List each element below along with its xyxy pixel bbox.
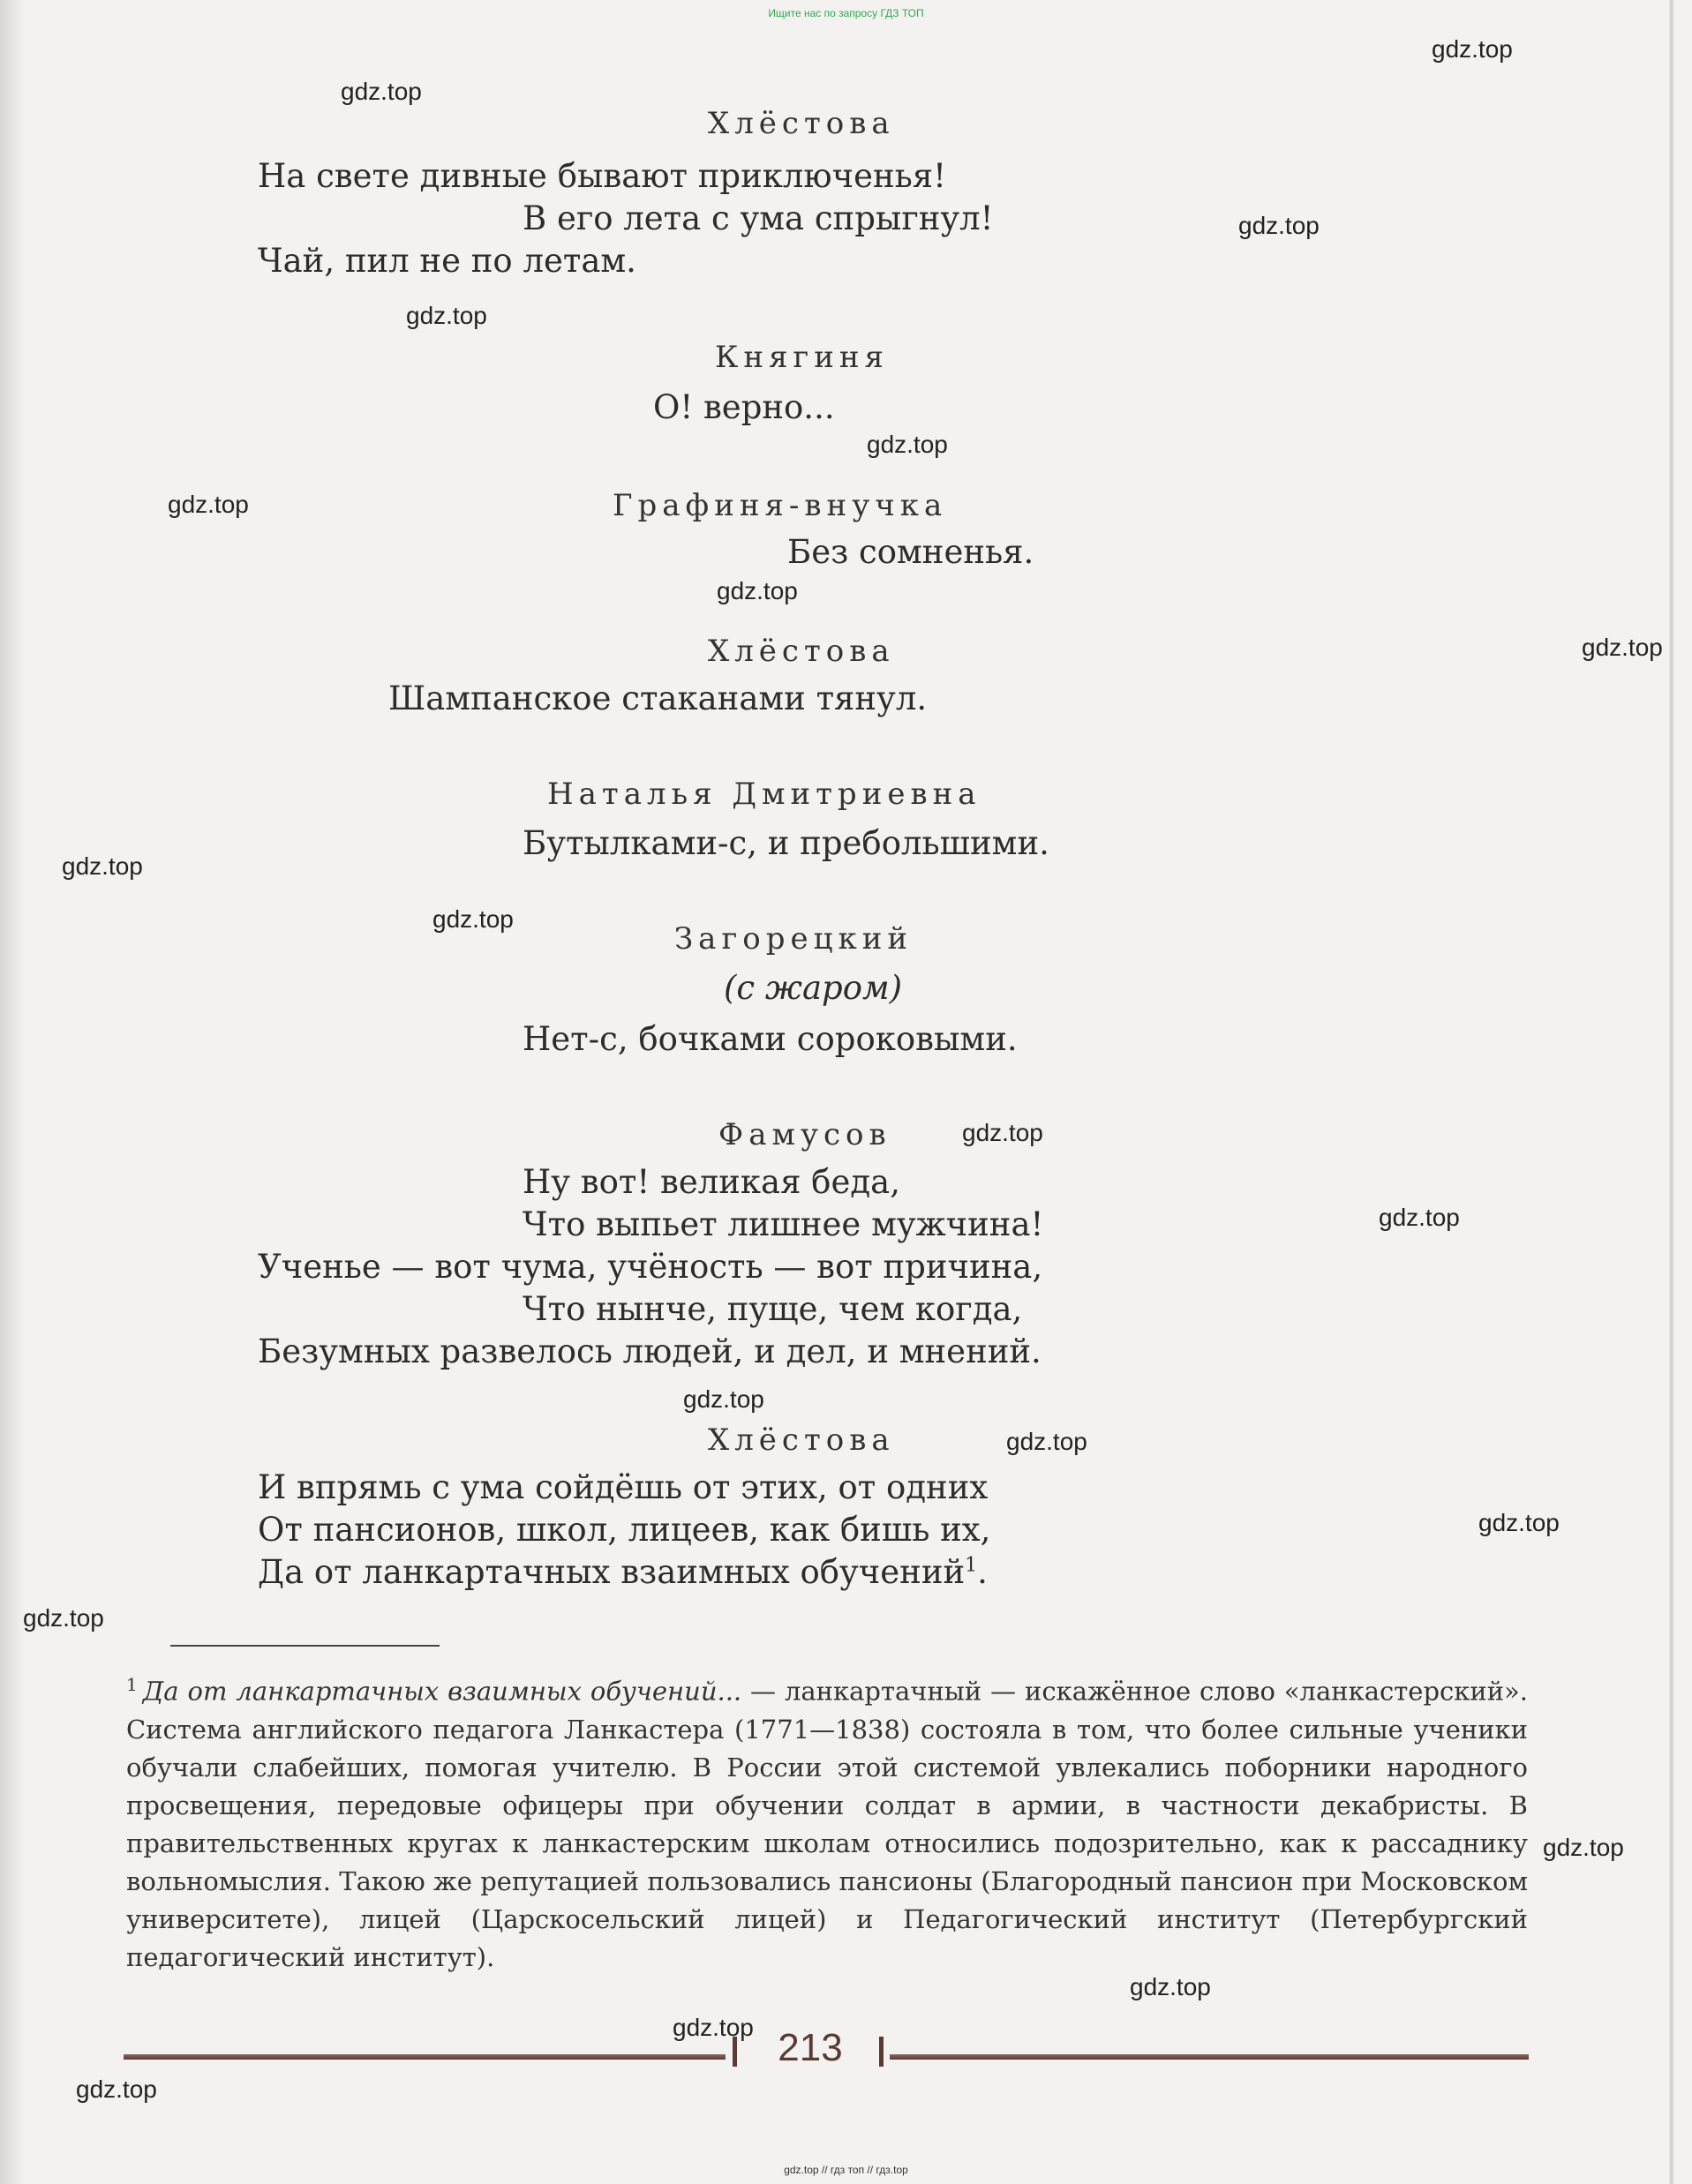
speaker-natalya-dmitrievna: Наталья Дмитриевна bbox=[547, 777, 981, 812]
speaker-zagoretsky: Загорецкий bbox=[674, 921, 914, 957]
watermark: gdz.top bbox=[1478, 1509, 1560, 1536]
footer-rule-right bbox=[890, 2054, 1529, 2060]
footnote-reference: 1 bbox=[965, 1554, 978, 1577]
page-footer bbox=[124, 2026, 1529, 2070]
watermark: gdz.top bbox=[341, 78, 422, 105]
verse-line: Нет-с, бочками сороковыми. bbox=[523, 1020, 1018, 1058]
bottom-notice: gdz.top // гдз топ // гдз.top bbox=[784, 2164, 908, 2176]
verse-line: О! верно... bbox=[653, 388, 835, 426]
verse-line: В его лета с ума спрыгнул! bbox=[523, 199, 994, 237]
page-number: 213 bbox=[778, 2026, 843, 2069]
verse-line: На свете дивные бывают приключенья! bbox=[258, 157, 946, 195]
watermark: gdz.top bbox=[673, 2014, 754, 2041]
watermark: gdz.top bbox=[1006, 1428, 1087, 1455]
watermark: gdz.top bbox=[717, 577, 798, 604]
verse-line: Бутылками-с, и пребольшими. bbox=[523, 824, 1049, 862]
watermark: gdz.top bbox=[1238, 212, 1320, 239]
speaker-khlestova-3: Хлёстова bbox=[708, 1422, 895, 1458]
verse-line: Ученье — вот чума, учёность — вот причина, bbox=[258, 1248, 1043, 1286]
verse-line: И впрямь с ума сойдёшь от этих, от одних bbox=[258, 1468, 989, 1506]
verse-line: Без сомненья. bbox=[787, 533, 1034, 571]
verse-line: От пансионов, школ, лицеев, как бишь их, bbox=[258, 1511, 991, 1549]
footnote-divider bbox=[170, 1645, 440, 1647]
watermark: gdz.top bbox=[168, 491, 249, 518]
verse-line: Что нынче, пуще, чем когда, bbox=[523, 1290, 1023, 1328]
watermark: gdz.top bbox=[1543, 1834, 1624, 1861]
verse-line: Ну вот! великая беда, bbox=[523, 1163, 900, 1201]
stage-direction: (с жаром) bbox=[724, 969, 903, 1007]
speaker-khlestova-2: Хлёстова bbox=[708, 634, 895, 669]
watermark: gdz.top bbox=[76, 2075, 157, 2103]
verse-line: Безумных развелось людей, и дел, и мнений. bbox=[258, 1332, 1042, 1370]
page-gutter-shadow bbox=[0, 0, 25, 2184]
verse-line: Шампанское стаканами тянул. bbox=[388, 679, 928, 717]
top-notice: Ищите нас по запросу ГДЗ ТОП bbox=[768, 7, 924, 19]
verse-line: Что выпьет лишнее мужчина! bbox=[523, 1205, 1044, 1243]
verse-line: Чай, пил не по летам. bbox=[258, 242, 636, 280]
watermark: gdz.top bbox=[1582, 634, 1663, 661]
footnote bbox=[126, 1666, 1528, 1977]
footnote-mark: 1 bbox=[126, 1674, 138, 1695]
speaker-knyaginya: Княгиня bbox=[715, 340, 890, 375]
verse-line-footnoted bbox=[258, 1553, 988, 1591]
watermark: gdz.top bbox=[683, 1385, 764, 1413]
footer-tick-right bbox=[879, 2037, 884, 2067]
footnote-lead: Да от ланкартачных взаимных обучений... bbox=[142, 1676, 742, 1707]
watermark: gdz.top bbox=[867, 431, 948, 458]
watermark: gdz.top bbox=[23, 1604, 104, 1632]
watermark: gdz.top bbox=[962, 1119, 1043, 1146]
watermark: gdz.top bbox=[1130, 1973, 1211, 2000]
verse-text: Да от ланкартачных взаимных обучений bbox=[258, 1553, 966, 1591]
verse-punctuation: . bbox=[977, 1553, 988, 1591]
watermark: gdz.top bbox=[62, 852, 143, 880]
watermark: gdz.top bbox=[406, 302, 487, 329]
watermark: gdz.top bbox=[1432, 35, 1513, 63]
speaker-grafinya-vnuchka: Графиня-внучка bbox=[613, 488, 948, 523]
speaker-famusov: Фамусов bbox=[718, 1117, 891, 1152]
watermark: gdz.top bbox=[432, 905, 514, 933]
page-edge bbox=[1669, 0, 1674, 2184]
speaker-khlestova-1: Хлёстова bbox=[708, 106, 895, 141]
footnote-text: — ланкартачный — искажённое слово «ланкастерский». Система английского педагога Ланкастера (1771—1838) состояла в том, что более сильные ученики обучали слабейших, помогая учителю. В России этой системой увлекались поборники народного просвещения, передовые офицеры при обучении солдат в армии, в частности декабристы. В правительственных кругах к ланкастерским школам относились подозрительно, как к рассаднику вольномыслия. Такою же репутацией пользовались пансионы (Благородный пансион при Московском университете), лицей (Царскосельский лицей) и Педагогический институт (Петербургский педагогический институт). bbox=[126, 1676, 1528, 1972]
footer-rule-left bbox=[124, 2054, 726, 2060]
watermark: gdz.top bbox=[1379, 1204, 1460, 1231]
